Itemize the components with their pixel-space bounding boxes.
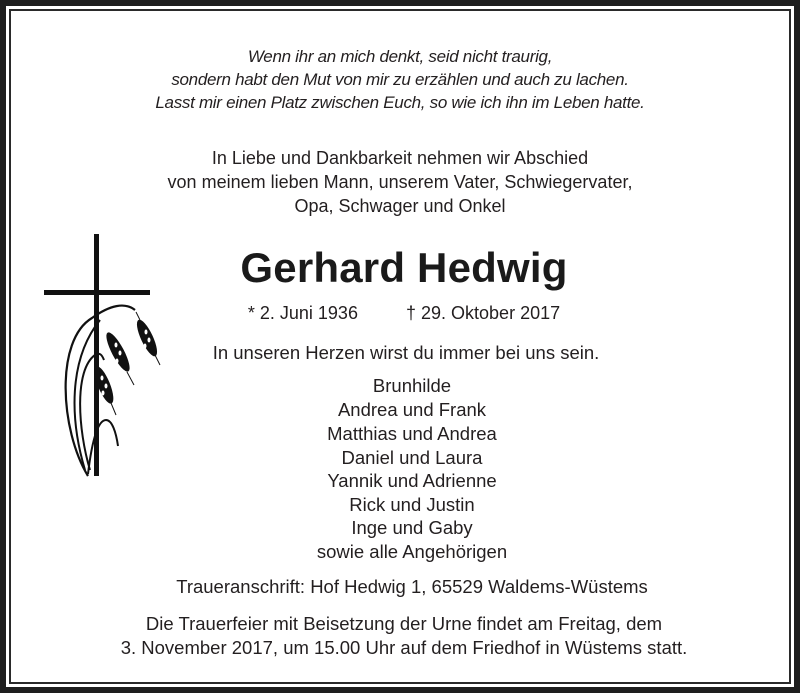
birth-date: * 2. Juni 1936 <box>247 303 358 323</box>
ceremony-line-1: Die Trauerfeier mit Beisetzung der Urne findet am Freitag, dem <box>145 613 663 634</box>
survivor-3: Matthias und Andrea <box>327 423 497 444</box>
death-date: † 29. Oktober 2017 <box>406 303 561 323</box>
poem-line-3: Lasst mir einen Platz zwischen Euch, so wie ich ihn im Leben hatte. <box>155 93 645 112</box>
poem-line-1: Wenn ihr an mich denkt, seid nicht traurig, <box>247 47 553 66</box>
survivor-1: Brunhilde <box>372 375 452 396</box>
intro-line-2: von meinem lieben Mann, unserem Vater, Schwiegervater, <box>167 172 633 192</box>
deceased-name: Gerhard Hedwig <box>240 244 568 291</box>
survivor-5: Yannik und Adrienne <box>327 470 497 491</box>
survivor-2: Andrea und Frank <box>337 399 487 420</box>
poem-line-2: sondern habt den Mut von mir zu erzählen und auch zu lachen. <box>171 70 629 89</box>
cross-with-wheat-icon <box>40 230 170 480</box>
survivor-7: Inge und Gaby <box>351 517 473 538</box>
dedication: In unseren Herzen wirst du immer bei uns sein. <box>212 342 600 363</box>
survivor-8: sowie alle Angehörigen <box>316 541 508 562</box>
intro-line-1: In Liebe und Dankbarkeit nehmen wir Abschied <box>211 148 589 168</box>
survivor-6: Rick und Justin <box>349 494 475 515</box>
mourning-address: Traueranschrift: Hof Hedwig 1, 65529 Waldems-Wüstems <box>176 576 648 597</box>
survivor-4: Daniel und Laura <box>341 447 483 468</box>
ceremony-line-2: 3. November 2017, um 15.00 Uhr auf dem Friedhof in Wüstems statt. <box>120 637 688 658</box>
intro-line-3: Opa, Schwager und Onkel <box>294 196 506 216</box>
